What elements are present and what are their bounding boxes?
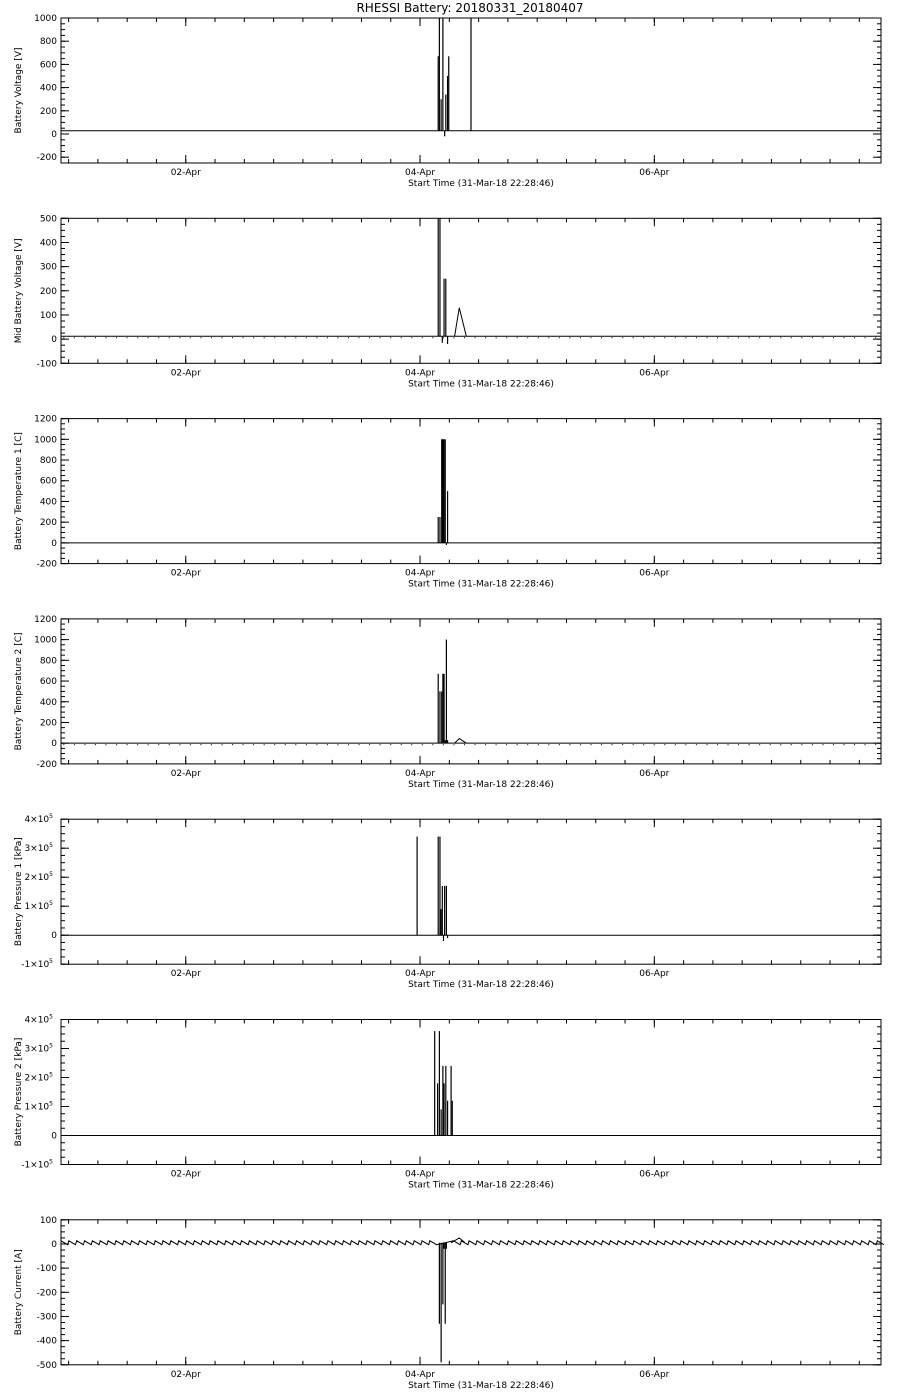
data-point bbox=[812, 337, 813, 338]
y-tick-label: 1200 bbox=[34, 614, 57, 625]
y-axis-label: Mid Battery Voltage [V] bbox=[14, 238, 24, 344]
y-tick-label: 100 bbox=[39, 1215, 57, 1226]
y-tick-label: 400 bbox=[39, 697, 57, 708]
y-tick-label: $1\times 10^5$ bbox=[24, 1100, 53, 1113]
data-point bbox=[706, 337, 707, 338]
y-tick-label: -200 bbox=[36, 153, 57, 164]
data-point bbox=[654, 744, 655, 745]
x-tick-label: 02-Apr bbox=[170, 1369, 201, 1380]
data-point bbox=[158, 337, 159, 338]
y-tick-label: 200 bbox=[39, 718, 57, 729]
panel-1 bbox=[14, 14, 881, 189]
data-point bbox=[422, 337, 423, 338]
data-point bbox=[264, 744, 265, 745]
data-point bbox=[580, 337, 581, 338]
data-point bbox=[738, 337, 739, 338]
y-tick-label: 600 bbox=[39, 60, 57, 71]
y-tick-label: $2\times 10^5$ bbox=[24, 1071, 53, 1084]
x-tick-label: 06-Apr bbox=[639, 768, 670, 779]
data-point bbox=[390, 337, 391, 338]
data-point bbox=[675, 744, 676, 745]
y-tick-label: 800 bbox=[39, 656, 57, 667]
figure-title: RHESSI Battery: 20180331_20180407 bbox=[356, 1, 584, 15]
x-axis-label: Start Time (31-Mar-18 22:28:46) bbox=[408, 1180, 554, 1191]
x-tick-label: 04-Apr bbox=[405, 368, 436, 379]
panel-4 bbox=[14, 615, 881, 790]
data-point bbox=[327, 337, 328, 338]
data-point bbox=[316, 337, 317, 338]
x-axis-label: Start Time (31-Mar-18 22:28:46) bbox=[408, 980, 554, 991]
data-point bbox=[137, 744, 138, 745]
data-point bbox=[643, 744, 644, 745]
data-point bbox=[696, 337, 697, 338]
x-tick-label: 04-Apr bbox=[405, 1369, 436, 1380]
data-point bbox=[822, 744, 823, 745]
data-point bbox=[295, 337, 296, 338]
data-point bbox=[200, 744, 201, 745]
data-point bbox=[517, 337, 518, 338]
data-point bbox=[569, 337, 570, 338]
data-point bbox=[200, 337, 201, 338]
data-point bbox=[801, 744, 802, 745]
data-point bbox=[401, 744, 402, 745]
data-point bbox=[401, 337, 402, 338]
data-point bbox=[601, 744, 602, 745]
data-point bbox=[728, 337, 729, 338]
y-tick-label: -300 bbox=[36, 1312, 57, 1323]
data-point bbox=[675, 337, 676, 338]
y-tick-label: -100 bbox=[36, 1264, 57, 1275]
data-point bbox=[306, 337, 307, 338]
data-point bbox=[359, 337, 360, 338]
data-point bbox=[506, 744, 507, 745]
data-point bbox=[812, 744, 813, 745]
y-tick-label: 600 bbox=[39, 476, 57, 487]
data-point bbox=[148, 337, 149, 338]
data-point bbox=[84, 337, 85, 338]
y-tick-label: 100 bbox=[39, 310, 57, 321]
data-point bbox=[432, 337, 433, 338]
y-tick-label: 1000 bbox=[34, 14, 57, 24]
data-point bbox=[559, 744, 560, 745]
x-tick-label: 02-Apr bbox=[170, 368, 201, 379]
data-point bbox=[601, 337, 602, 338]
y-axis-label: Battery Pressure 2 [kPa] bbox=[14, 1037, 24, 1147]
data-point bbox=[865, 744, 866, 745]
y-axis-label: Battery Temperature 2 [C] bbox=[14, 632, 24, 751]
x-axis-label: Start Time (31-Mar-18 22:28:46) bbox=[408, 579, 554, 590]
data-point bbox=[780, 337, 781, 338]
data-point bbox=[127, 337, 128, 338]
data-point bbox=[770, 337, 771, 338]
panel-7 bbox=[14, 1216, 884, 1391]
x-tick-label: 06-Apr bbox=[639, 1369, 670, 1380]
data-point bbox=[390, 744, 391, 745]
data-point bbox=[411, 744, 412, 745]
data-point bbox=[106, 337, 107, 338]
y-tick-label: 600 bbox=[39, 677, 57, 688]
data-point bbox=[580, 744, 581, 745]
data-point bbox=[337, 744, 338, 745]
data-point bbox=[306, 744, 307, 745]
plot-frame bbox=[61, 218, 881, 363]
data-point bbox=[770, 744, 771, 745]
data-point bbox=[527, 744, 528, 745]
data-point bbox=[359, 744, 360, 745]
data-point bbox=[612, 337, 613, 338]
data-point bbox=[517, 744, 518, 745]
data-point bbox=[759, 337, 760, 338]
data-point bbox=[63, 744, 64, 745]
y-axis-label: Battery Pressure 1 [kPa] bbox=[14, 837, 24, 947]
data-point bbox=[211, 744, 212, 745]
x-tick-label: 02-Apr bbox=[170, 168, 201, 178]
data-point bbox=[348, 744, 349, 745]
y-tick-label: $3\times 10^5$ bbox=[24, 842, 53, 855]
data-point bbox=[801, 337, 802, 338]
y-tick-label: $1\times 10^5$ bbox=[24, 900, 53, 913]
x-axis-label: Start Time (31-Mar-18 22:28:46) bbox=[408, 179, 554, 189]
x-tick-label: 02-Apr bbox=[170, 568, 201, 579]
data-point bbox=[844, 744, 845, 745]
data-point bbox=[116, 337, 117, 338]
data-point bbox=[285, 337, 286, 338]
y-tick-label: 500 bbox=[39, 214, 57, 225]
y-tick-label: 200 bbox=[39, 106, 57, 117]
data-point bbox=[833, 337, 834, 338]
data-point bbox=[622, 337, 623, 338]
panel-5 bbox=[14, 813, 881, 990]
y-tick-label: 200 bbox=[39, 518, 57, 529]
data-point bbox=[485, 337, 486, 338]
data-point bbox=[253, 337, 254, 338]
data-point bbox=[95, 337, 96, 338]
data-point bbox=[411, 337, 412, 338]
plot-frame bbox=[61, 819, 881, 964]
data-point bbox=[527, 337, 528, 338]
x-tick-label: 04-Apr bbox=[405, 168, 436, 178]
data-point bbox=[548, 337, 549, 338]
y-tick-label: 1000 bbox=[34, 635, 57, 646]
data-point bbox=[380, 744, 381, 745]
data-point bbox=[506, 337, 507, 338]
x-tick-label: 04-Apr bbox=[405, 1169, 436, 1180]
data-point bbox=[685, 744, 686, 745]
data-point bbox=[865, 337, 866, 338]
data-point bbox=[590, 744, 591, 745]
y-tick-label: -200 bbox=[36, 759, 57, 770]
x-tick-label: 06-Apr bbox=[639, 1169, 670, 1180]
data-point bbox=[664, 744, 665, 745]
series-line bbox=[61, 308, 881, 337]
data-point bbox=[453, 337, 454, 338]
x-tick-label: 06-Apr bbox=[639, 969, 670, 980]
data-point bbox=[116, 744, 117, 745]
y-tick-label: -200 bbox=[36, 1288, 57, 1299]
y-axis-label: Battery Temperature 1 [C] bbox=[14, 432, 24, 551]
y-tick-label: 0 bbox=[51, 1131, 57, 1142]
data-point bbox=[496, 337, 497, 338]
y-tick-label: 0 bbox=[51, 538, 57, 549]
data-point bbox=[728, 744, 729, 745]
data-point bbox=[221, 744, 222, 745]
data-point bbox=[380, 337, 381, 338]
x-tick-label: 02-Apr bbox=[170, 1169, 201, 1180]
data-point bbox=[791, 337, 792, 338]
data-point bbox=[538, 744, 539, 745]
data-point bbox=[538, 337, 539, 338]
data-point bbox=[337, 337, 338, 338]
y-tick-label: $2\times 10^5$ bbox=[24, 871, 53, 884]
x-axis-label: Start Time (31-Mar-18 22:28:46) bbox=[408, 379, 554, 390]
plot-frame bbox=[61, 419, 881, 564]
data-point bbox=[316, 744, 317, 745]
data-point bbox=[190, 744, 191, 745]
x-axis-label: Start Time (31-Mar-18 22:28:46) bbox=[408, 779, 554, 790]
y-axis-label: Battery Current [A] bbox=[14, 1249, 24, 1336]
x-tick-label: 04-Apr bbox=[405, 568, 436, 579]
data-point bbox=[137, 337, 138, 338]
data-point bbox=[243, 337, 244, 338]
y-tick-label: 400 bbox=[39, 238, 57, 249]
data-point bbox=[348, 337, 349, 338]
data-point bbox=[148, 744, 149, 745]
data-point bbox=[759, 744, 760, 745]
data-point bbox=[74, 337, 75, 338]
data-point bbox=[780, 744, 781, 745]
data-point bbox=[169, 744, 170, 745]
panel-6 bbox=[14, 1014, 881, 1191]
data-point bbox=[706, 744, 707, 745]
data-point bbox=[221, 337, 222, 338]
x-tick-label: 02-Apr bbox=[170, 969, 201, 980]
data-point bbox=[443, 337, 444, 338]
data-point bbox=[369, 744, 370, 745]
x-tick-label: 06-Apr bbox=[639, 368, 670, 379]
data-point bbox=[485, 744, 486, 745]
data-point bbox=[63, 337, 64, 338]
data-point bbox=[569, 744, 570, 745]
x-tick-label: 04-Apr bbox=[405, 768, 436, 779]
data-point bbox=[559, 337, 560, 338]
data-point bbox=[232, 744, 233, 745]
y-tick-label: -100 bbox=[36, 359, 57, 370]
data-point bbox=[791, 744, 792, 745]
data-point bbox=[127, 744, 128, 745]
data-point bbox=[285, 744, 286, 745]
data-point bbox=[169, 337, 170, 338]
data-point bbox=[496, 744, 497, 745]
data-point bbox=[274, 337, 275, 338]
y-tick-label: $-1\times 10^5$ bbox=[21, 958, 53, 971]
data-point bbox=[717, 337, 718, 338]
data-point bbox=[95, 744, 96, 745]
data-point bbox=[422, 744, 423, 745]
y-tick-label: -400 bbox=[36, 1336, 57, 1347]
y-tick-label: 0 bbox=[51, 931, 57, 942]
data-point bbox=[612, 744, 613, 745]
data-point bbox=[253, 744, 254, 745]
y-tick-label: $-1\times 10^5$ bbox=[21, 1158, 53, 1171]
series-line bbox=[61, 739, 881, 744]
data-point bbox=[369, 337, 370, 338]
data-point bbox=[590, 337, 591, 338]
data-point bbox=[243, 744, 244, 745]
y-tick-label: 400 bbox=[39, 83, 57, 94]
data-point bbox=[833, 744, 834, 745]
y-tick-label: 800 bbox=[39, 37, 57, 48]
data-point bbox=[633, 744, 634, 745]
y-tick-label: $4\times 10^5$ bbox=[24, 1013, 53, 1026]
data-point bbox=[264, 337, 265, 338]
y-tick-label: $3\times 10^5$ bbox=[24, 1042, 53, 1055]
data-point bbox=[633, 337, 634, 338]
data-point bbox=[685, 337, 686, 338]
y-tick-label: 0 bbox=[51, 1239, 57, 1250]
x-axis-label: Start Time (31-Mar-18 22:28:46) bbox=[408, 1380, 554, 1391]
data-point bbox=[84, 744, 85, 745]
panel-3 bbox=[14, 415, 881, 590]
plot-frame bbox=[61, 1020, 881, 1165]
data-point bbox=[106, 744, 107, 745]
data-point bbox=[696, 744, 697, 745]
data-point bbox=[548, 744, 549, 745]
data-point bbox=[654, 337, 655, 338]
data-point bbox=[475, 744, 476, 745]
y-tick-label: 1000 bbox=[34, 435, 57, 446]
data-point bbox=[158, 744, 159, 745]
y-tick-label: 1200 bbox=[34, 414, 57, 425]
data-point bbox=[854, 337, 855, 338]
data-point bbox=[475, 337, 476, 338]
x-tick-label: 06-Apr bbox=[639, 168, 670, 178]
x-tick-label: 04-Apr bbox=[405, 969, 436, 980]
data-point bbox=[822, 337, 823, 338]
y-tick-label: 200 bbox=[39, 286, 57, 297]
data-point bbox=[274, 744, 275, 745]
y-tick-label: 400 bbox=[39, 497, 57, 508]
data-point bbox=[664, 337, 665, 338]
data-point bbox=[749, 744, 750, 745]
y-tick-label: 0 bbox=[51, 335, 57, 346]
series-line bbox=[61, 1238, 884, 1245]
data-point bbox=[844, 337, 845, 338]
plot-frame bbox=[61, 619, 881, 764]
data-point bbox=[622, 744, 623, 745]
data-point bbox=[179, 744, 180, 745]
data-point bbox=[295, 744, 296, 745]
data-point bbox=[875, 744, 876, 745]
y-tick-label: 0 bbox=[51, 130, 57, 140]
data-point bbox=[749, 337, 750, 338]
data-point bbox=[643, 337, 644, 338]
y-tick-label: -200 bbox=[36, 559, 57, 570]
data-point bbox=[854, 744, 855, 745]
data-point bbox=[717, 744, 718, 745]
x-tick-label: 06-Apr bbox=[639, 568, 670, 579]
data-point bbox=[327, 744, 328, 745]
data-point bbox=[464, 337, 465, 338]
y-axis-label: Battery Voltage [V] bbox=[14, 47, 24, 134]
data-point bbox=[443, 744, 444, 745]
data-point bbox=[211, 337, 212, 338]
panel-2 bbox=[14, 214, 881, 389]
data-point bbox=[738, 744, 739, 745]
y-tick-label: 0 bbox=[51, 739, 57, 750]
y-tick-label: 300 bbox=[39, 262, 57, 273]
data-point bbox=[464, 744, 465, 745]
data-point bbox=[74, 744, 75, 745]
data-point bbox=[190, 337, 191, 338]
y-tick-label: $4\times 10^5$ bbox=[24, 813, 53, 826]
y-tick-label: -500 bbox=[36, 1360, 57, 1371]
data-point bbox=[432, 744, 433, 745]
data-point bbox=[453, 744, 454, 745]
data-point bbox=[179, 337, 180, 338]
y-tick-label: 800 bbox=[39, 456, 57, 467]
x-tick-label: 02-Apr bbox=[170, 768, 201, 779]
data-point bbox=[875, 337, 876, 338]
data-point bbox=[232, 337, 233, 338]
